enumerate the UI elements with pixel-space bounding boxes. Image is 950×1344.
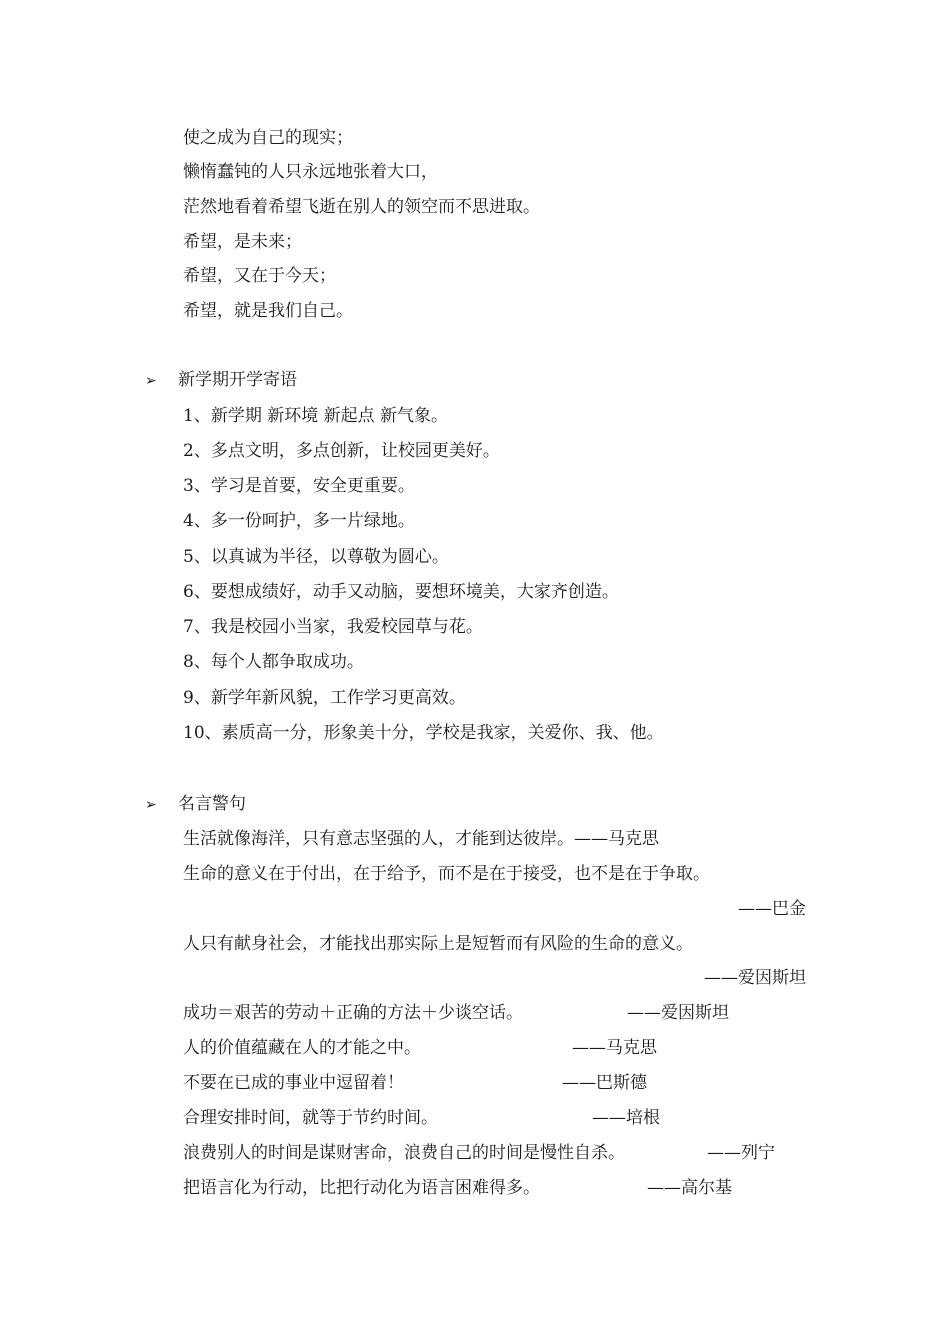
quote-author: ——马克思 (572, 1038, 657, 1058)
quote-line: 浪费别人的时间是谋财害命，浪费自己的时间是慢性自杀。 (183, 1143, 625, 1163)
list-item: 6、要想成绩好，动手又动脑，要想环境美，大家齐创造。 (183, 582, 619, 602)
quote-line: 人只有献身社会，才能找出那实际上是短暂而有风险的生命的意义。 (183, 934, 693, 954)
quote-author: ——列宁 (707, 1143, 775, 1163)
section-title: 名言警句 (178, 794, 246, 814)
list-item: 9、新学年新风貌，工作学习更高效。 (183, 688, 466, 708)
list-item: 2、多点文明，多点创新，让校园更美好。 (183, 441, 500, 461)
quote-author: ——培根 (592, 1108, 660, 1128)
list-item: 10、素质高一分，形象美十分，学校是我家，关爱你、我、他。 (183, 723, 664, 743)
list-item: 5、以真诚为半径，以尊敬为圆心。 (183, 547, 449, 567)
list-item: 4、多一份呵护，多一片绿地。 (183, 511, 415, 531)
list-item: 7、我是校园小当家，我爱校园草与花。 (183, 617, 483, 637)
poem-line: 茫然地看着希望飞逝在别人的领空而不思进取。 (183, 197, 540, 217)
list-item: 3、学习是首要，安全更重要。 (183, 476, 415, 496)
poem-line: 懒惰蠢钝的人只永远地张着大口， (183, 162, 438, 182)
quote-line: 成功＝艰苦的劳动＋正确的方法＋少谈空话。 (183, 1003, 523, 1023)
quote-author: ——爱因斯坦 (704, 968, 806, 988)
quote-line: 人的价值蕴藏在人的才能之中。 (183, 1038, 421, 1058)
quote-line: 生活就像海洋，只有意志坚强的人，才能到达彼岸。——马克思 (183, 829, 659, 849)
quote-line: 把语言化为行动，比把行动化为语言困难得多。 (183, 1178, 540, 1198)
list-item: 1、新学期 新环境 新起点 新气象。 (183, 406, 449, 426)
quote-line: 不要在已成的事业中逗留着！ (183, 1073, 404, 1093)
quote-author: ——爱因斯坦 (627, 1003, 729, 1023)
poem-line: 希望，是未来； (183, 232, 302, 252)
quote-author: ——巴金 (738, 899, 806, 919)
list-item: 8、每个人都争取成功。 (183, 652, 364, 672)
quote-author: ——巴斯德 (562, 1073, 647, 1093)
section-heading-quotes (145, 792, 246, 817)
section-heading-new-term (145, 368, 297, 393)
arrow-bullet-icon: ➢ (145, 797, 157, 813)
arrow-bullet-icon: ➢ (145, 373, 157, 389)
quote-line: 合理安排时间，就等于节约时间。 (183, 1108, 438, 1128)
poem-line: 希望，就是我们自己。 (183, 301, 353, 321)
poem-line: 希望，又在于今天； (183, 266, 336, 286)
quote-line: 生命的意义在于付出，在于给予，而不是在于接受，也不是在于争取。 (183, 864, 710, 884)
quote-author: ——高尔基 (647, 1178, 732, 1198)
section-title: 新学期开学寄语 (178, 370, 297, 390)
poem-line: 使之成为自己的现实； (183, 128, 353, 148)
